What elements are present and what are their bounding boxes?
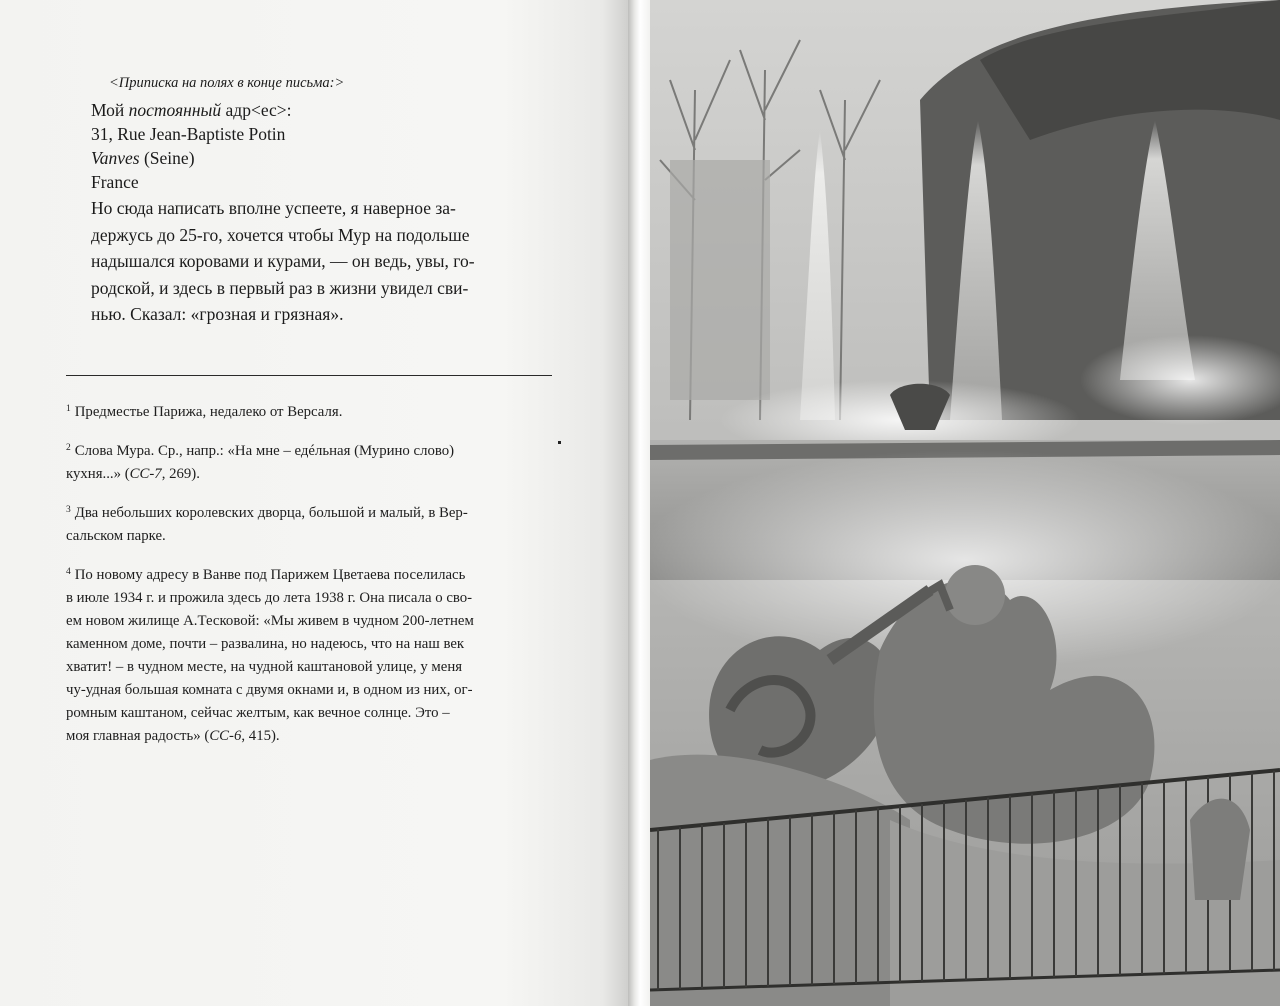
- footnote-text: ем новом жилище А.Тесковой: «Мы живем в чудном 200-летнем: [66, 613, 474, 629]
- footnote-text: каменном доме, почти – развалина, но надеюсь, что на наш век: [66, 636, 465, 652]
- letter-paragraph: [91, 195, 561, 328]
- footnote-text: в июле 1934 г. и прожила здесь до лета 1938 г. Она писала о сво-: [66, 590, 473, 606]
- footnote-3: [66, 499, 552, 548]
- address-city-region: (Seine): [139, 148, 195, 168]
- print-speck: [558, 441, 561, 444]
- address-label-emphasis: постоянный: [128, 100, 222, 120]
- address-label-part: адр<ес>:: [221, 100, 292, 120]
- footnote-text: кухня...» (: [66, 466, 130, 482]
- address-label-part: Мой: [91, 100, 129, 120]
- footnote-text: ромным каштаном, сейчас желтым, как вечное солнце. Это –: [66, 705, 450, 721]
- paragraph-line: надышался коровами и курами, — он ведь, увы, го-: [91, 251, 475, 271]
- footnote-1: [66, 398, 552, 424]
- address-city-name: Vanves: [91, 148, 140, 168]
- footnote-citation: СС-7: [129, 466, 162, 482]
- footnote-4: [66, 561, 552, 748]
- footnote-2: [66, 437, 552, 486]
- address-label: [91, 98, 561, 122]
- address-country: France: [91, 172, 139, 192]
- footnote-citation: СС-6: [209, 728, 242, 744]
- paragraph-line: Но сюда написать вполне успеете, я наверное за-: [91, 198, 456, 218]
- footnote-text: Два небольших королевских дворца, большой и малый, в Вер-: [74, 505, 468, 521]
- paragraph-line: родской, и здесь в первый раз в жизни увидел сви-: [91, 277, 469, 298]
- building: [670, 160, 770, 400]
- paragraph-line: держусь до 25-го, хочется чтобы Мур на подольше: [91, 224, 470, 245]
- address-city: [91, 146, 561, 170]
- footnotes: [66, 398, 552, 761]
- address-street: 31, Rue Jean-Baptiste Potin: [91, 124, 286, 144]
- footnote-text: хватит! – в чудном месте, на чудной каштановой улице, у меня: [66, 659, 463, 675]
- letter-text: [91, 75, 561, 328]
- footnote-marker: 2: [66, 443, 71, 453]
- cherub-head: [945, 565, 1005, 625]
- footnote-text: Предместье Парижа, недалеко от Версаля.: [74, 404, 343, 420]
- footnote-text: моя главная радость» (: [66, 728, 210, 744]
- footnote-text: чу-удная большая комната с двумя окнами и, в одном из них, ог-: [66, 682, 473, 698]
- footnote-text: , 269).: [161, 466, 200, 482]
- paragraph-line: нью. Сказал: «грозная и грязная».: [91, 304, 344, 324]
- statue-fragment: [1190, 799, 1250, 900]
- fountain-photograph: [650, 0, 1280, 1006]
- footnote-text: , 415).: [241, 728, 280, 744]
- footnote-text: По новому адресу в Ванве под Парижем Цветаева поселилась: [74, 567, 466, 583]
- book-gutter: [628, 0, 650, 1006]
- footnote-text: сальском парке.: [66, 528, 166, 544]
- footnote-marker: 1: [66, 404, 71, 414]
- margin-note-heading: <Приписка на полях в конце письма:>: [109, 75, 345, 91]
- footnote-marker: 4: [66, 567, 71, 577]
- footnote-separator: [66, 375, 552, 376]
- footnote-marker: 3: [66, 505, 71, 515]
- left-page: [0, 0, 628, 1006]
- footnote-text: Слова Мура. Ср., напр.: «На мне – едéльная (Мурино слово): [74, 443, 455, 459]
